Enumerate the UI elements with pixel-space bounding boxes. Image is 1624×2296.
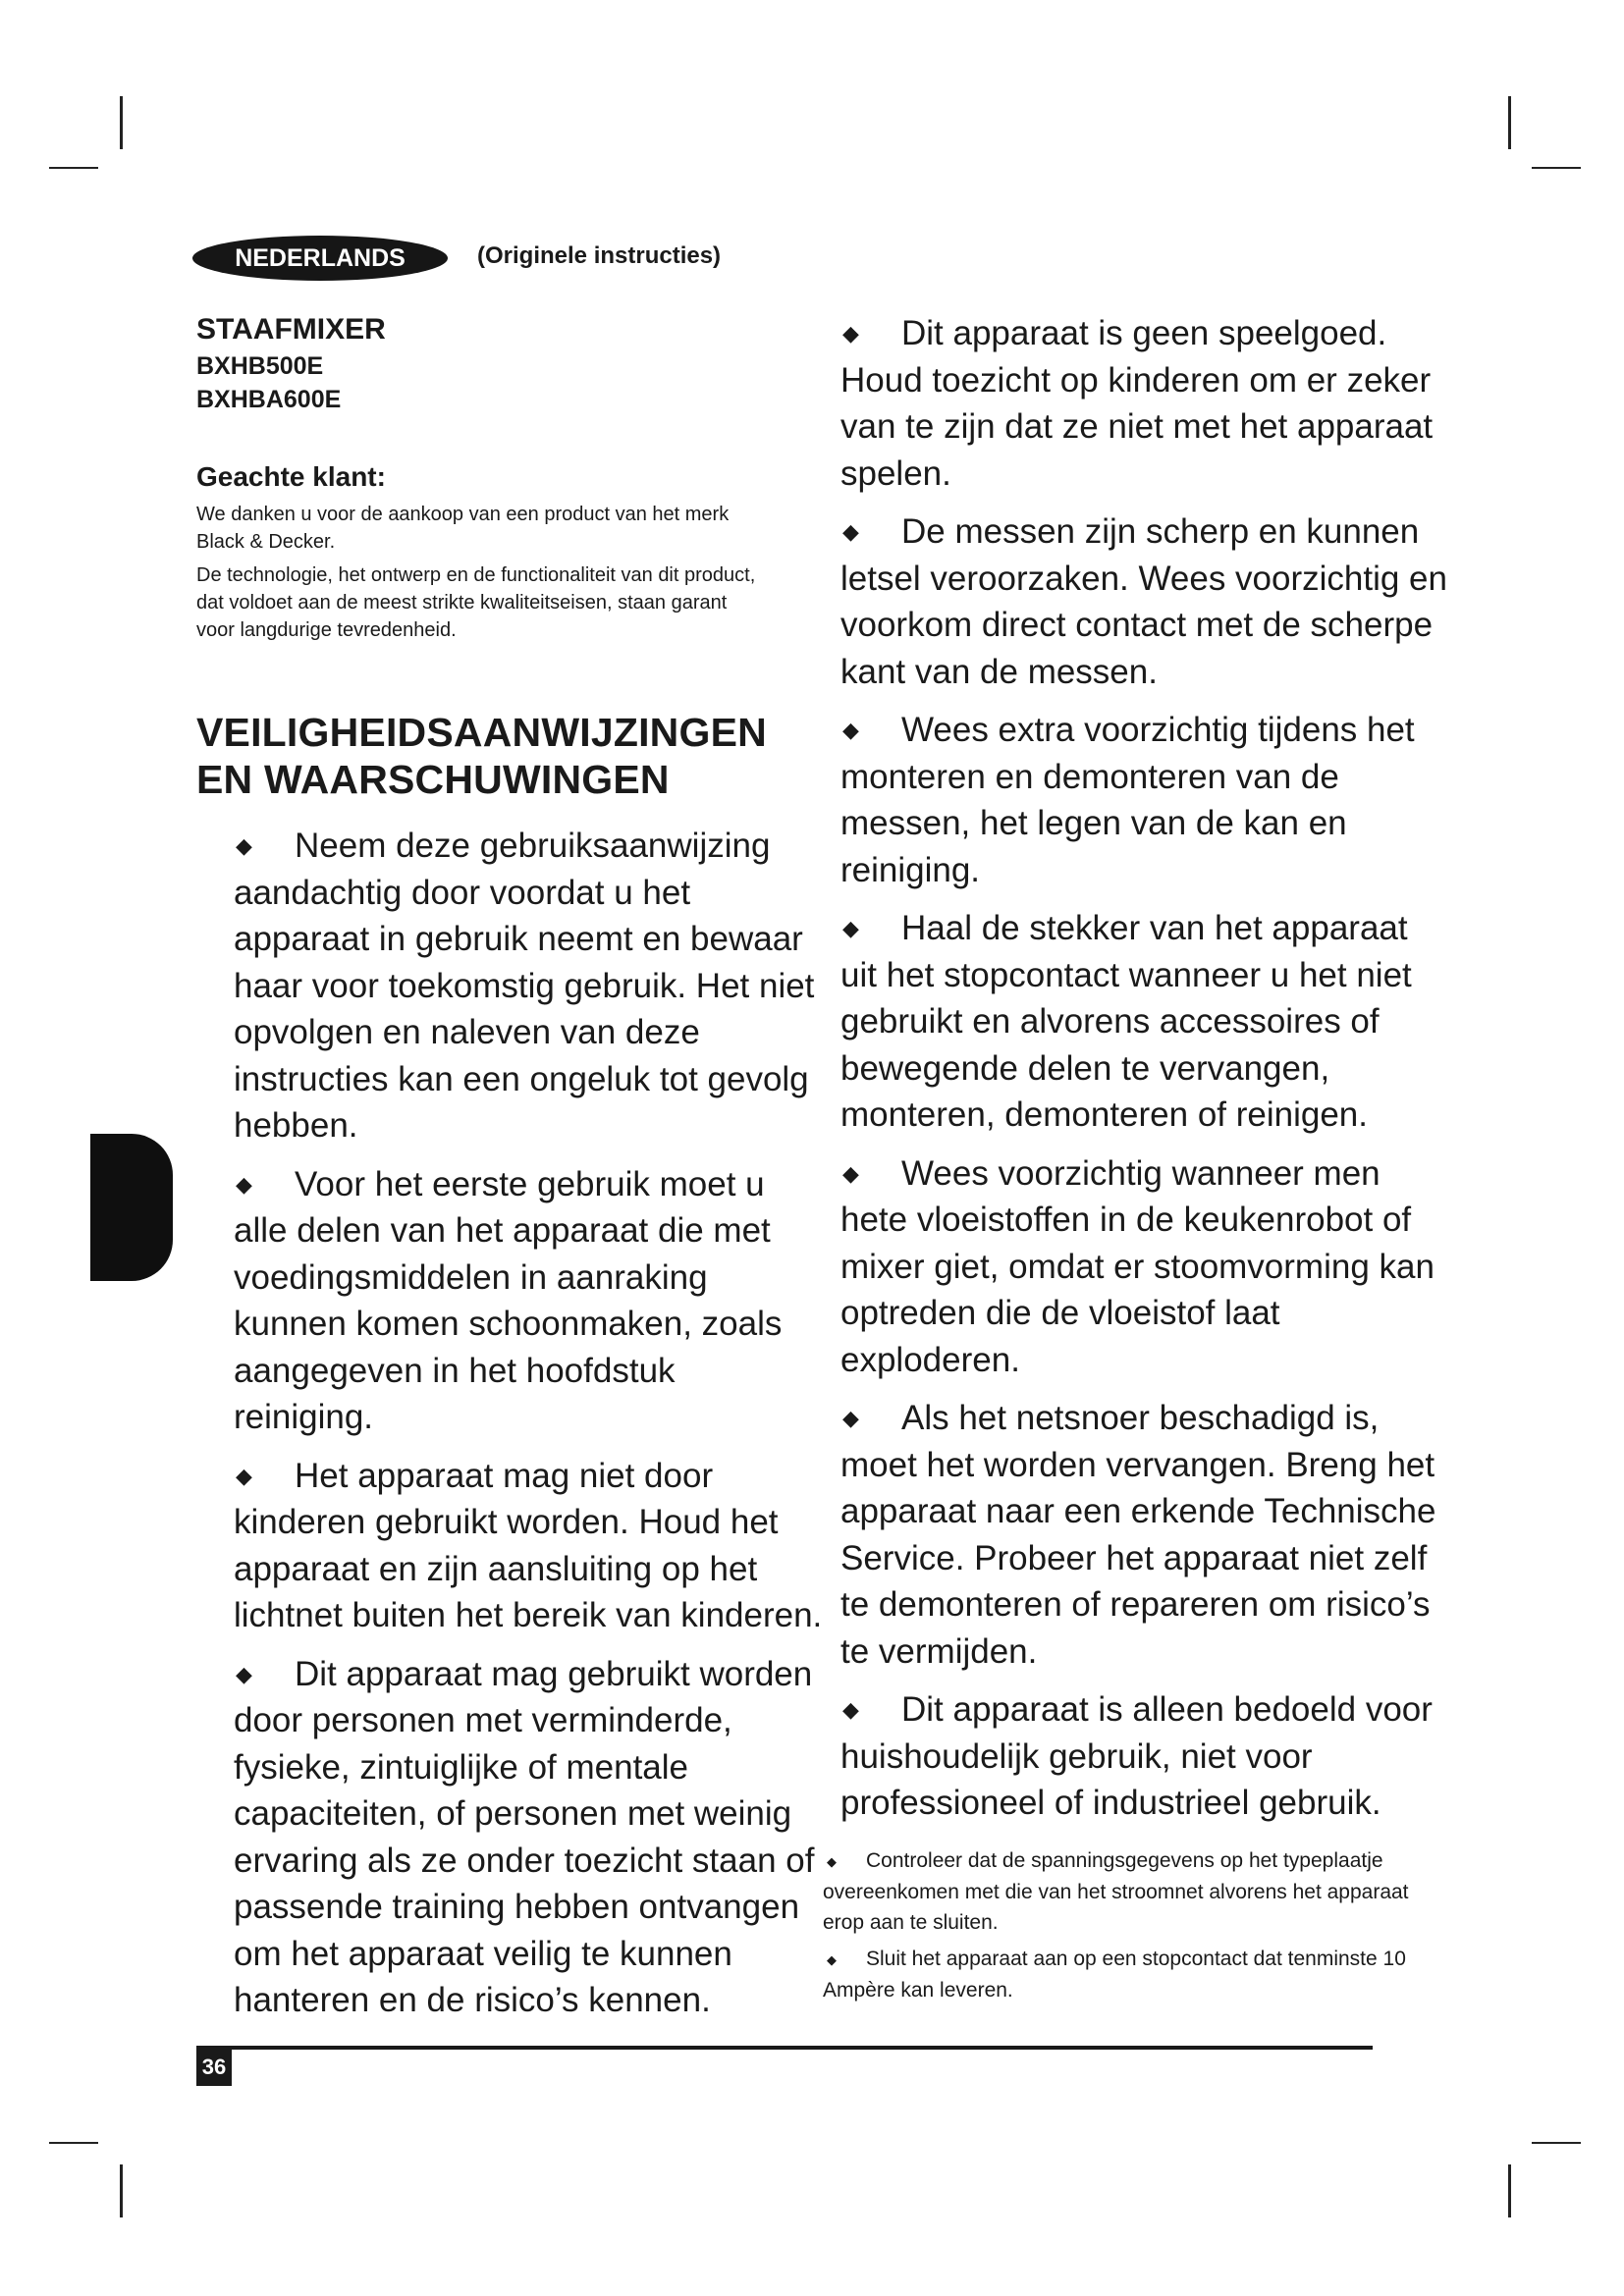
safety-item-text: Wees voorzichtig wanneer men hete vloeistoffen in de keukenrobot of mixer giet, omdat er stoomvorming kan optreden die de vloeistof laat exploderen. [840,1153,1435,1379]
safety-item [840,1395,1449,1675]
small-print-text: Sluit het apparaat aan op een stopcontact dat tenminste 10 Ampère kan leveren. [823,1947,1406,2002]
language-tab-marker [90,1134,173,1281]
small-print-list [823,1845,1432,2011]
bullet-diamond-icon: ◆ [236,1661,252,1686]
bullet-diamond-icon: ◆ [236,1171,252,1197]
safety-item-text: Wees extra voorzichtig tijdens het monteren en demonteren van de messen, het legen van de kan en reiniging. [840,711,1415,889]
bullet-diamond-icon: ◆ [827,1853,837,1869]
safety-item-text: De messen zijn scherp en kunnen letsel veroorzaken. Wees voorzichtig en voorkom direct contact met de scherpe kant van de messen. [840,512,1447,691]
safety-item [840,905,1449,1139]
crop-mark [1532,167,1581,169]
page-number: 36 [196,2049,232,2086]
safety-item [234,1161,823,1441]
crop-mark [1532,2142,1581,2144]
bullet-diamond-icon: ◆ [842,916,859,940]
model-number: BXHB500E [196,352,324,380]
bullet-diamond-icon: ◆ [842,519,859,544]
safety-item [840,310,1449,497]
bullet-diamond-icon: ◆ [842,1160,859,1186]
crop-mark [1508,2164,1511,2217]
section-heading-line: EN WAARSCHUWINGEN [196,757,670,802]
bullet-diamond-icon: ◆ [842,718,859,742]
right-column [840,310,1449,1839]
section-heading-line: VEILIGHEIDSAANWIJZINGEN [196,710,767,755]
safety-item-text: Neem deze gebruiksaanwijzing aandachtig door voordat u het apparaat in gebruik neemt en bewaar haar voor toekomstig gebruik. Het niet opvolgen en naleven van deze instructies kan een ongeluk tot gevolg hebben. [234,827,815,1145]
safety-item [234,823,823,1149]
safety-item [234,1453,823,1639]
section-heading [196,709,767,803]
safety-item [840,1686,1449,1827]
small-print-item [823,1944,1432,2005]
left-column [234,823,823,2036]
safety-item-text: Dit apparaat is geen speelgoed. Houd toezicht op kinderen om er zeker van te zijn dat ze niet met het apparaat spelen. [840,314,1434,493]
product-block [196,310,386,416]
greeting-block [196,461,756,650]
safety-item [840,707,1449,893]
safety-item [840,1150,1449,1384]
bullet-diamond-icon: ◆ [842,1697,859,1722]
model-number: BXHBA600E [196,386,342,413]
greeting-heading: Geachte klant: [196,461,386,492]
product-title: STAAFMIXER [196,313,386,346]
safety-item [234,1651,823,2024]
bullet-diamond-icon: ◆ [236,1463,252,1488]
greeting-paragraph: De technologie, het ontwerp en de functionaliteit van dit product, dat voldoet aan de meest strikte kwaliteitseisen, staan garant voor langdurige tevredenheid. [196,564,756,641]
safety-item-text: Het apparaat mag niet door kinderen gebruikt worden. Houd het apparaat en zijn aansluiting op het lichtnet buiten het bereik van kinderen. [234,1456,823,1634]
safety-item-text: Dit apparaat mag gebruikt worden door personen met verminderde, fysieke, zintuiglijke of mentale capaciteiten, of personen met weinig ervaring als ze onder toezicht staan of passende training hebben ontvangen om het apparaat veilig te kunnen hanteren en de risico’s kennen. [234,1654,815,2019]
crop-mark [1508,96,1511,149]
crop-mark [120,96,123,149]
small-print-item [823,1845,1432,1938]
crop-mark [120,2164,123,2217]
safety-item-text: Voor het eerste gebruik moet u alle delen van het apparaat die met voedingsmiddelen in aanraking kunnen komen schoonmaken, zoals aangegeven in het hoofdstuk reiniging. [234,1164,783,1436]
safety-item-text: Als het netsnoer beschadigd is, moet het worden vervangen. Breng het apparaat naar een erkende Technische Service. Probeer het apparaat niet zelf te demonteren of repareren om risico’s te vermijden. [840,1399,1436,1671]
bullet-diamond-icon: ◆ [842,321,859,346]
bullet-diamond-icon: ◆ [827,1951,837,1967]
language-badge: NEDERLANDS [192,236,448,281]
small-print-text: Controleer dat de spanningsgegevens op het typeplaatje overeenkomen met die van het stroomnet alvorens het apparaat erop aan te sluiten. [823,1849,1409,1934]
safety-item [840,508,1449,695]
safety-item-text: Dit apparaat is alleen bedoeld voor huishoudelijk gebruik, niet voor professioneel of industrieel gebruik. [840,1690,1433,1822]
greeting-paragraph: We danken u voor de aankoop van een product van het merk Black & Decker. [196,504,730,553]
crop-mark [49,2142,98,2144]
crop-mark [49,167,98,169]
bullet-diamond-icon: ◆ [236,833,252,858]
safety-item-text: Haal de stekker van het apparaat uit het stopcontact wanneer u het niet gebruikt en alvorens accessoires of bewegende delen te vervangen, monteren, demonteren of reinigen. [840,909,1412,1134]
footer-rule [196,2046,1373,2050]
bullet-diamond-icon: ◆ [842,1406,859,1430]
original-instructions-note: (Originele instructies) [477,242,722,269]
